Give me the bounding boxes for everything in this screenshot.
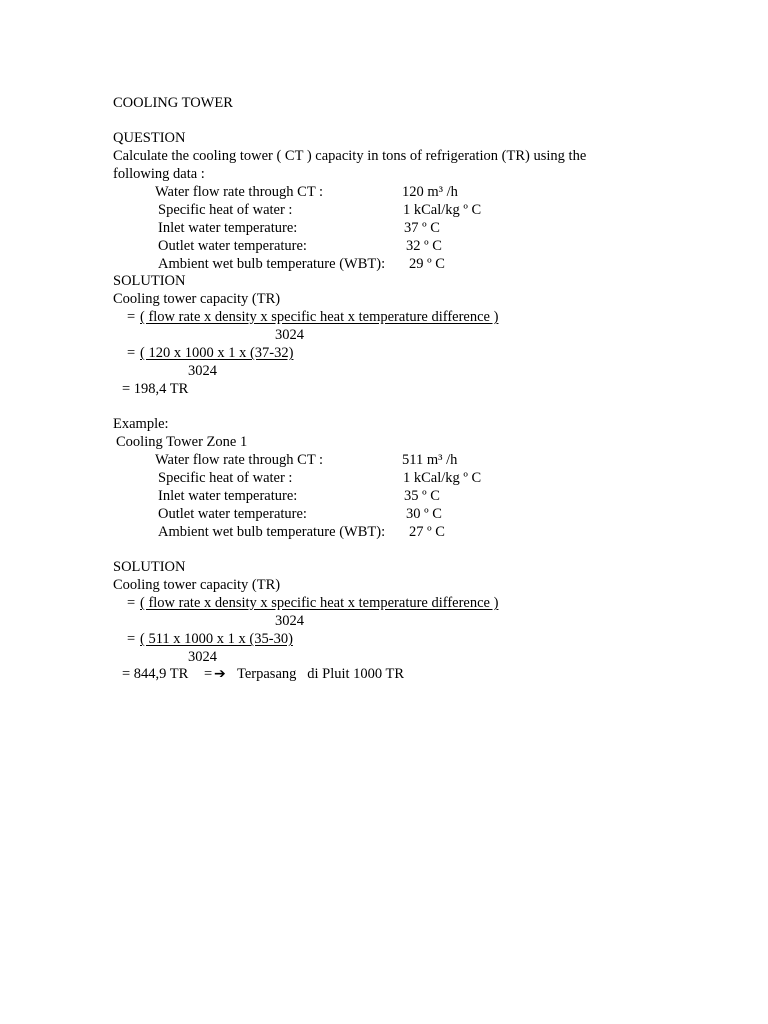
solution-result: = 844,9 TR xyxy=(122,666,189,682)
equals-sign: = xyxy=(127,631,136,647)
installation-note: Terpasang di Pluit 1000 TR xyxy=(237,666,405,682)
capacity-label: Cooling tower capacity (TR) xyxy=(113,577,281,593)
example-zone: Cooling Tower Zone 1 xyxy=(116,434,248,450)
data-value: 27 º C xyxy=(409,524,445,540)
data-value: 511 m³ /h xyxy=(402,452,458,468)
data-label: Specific heat of water : xyxy=(158,202,293,218)
example-heading: Example: xyxy=(113,416,169,432)
substituted-divisor: 3024 xyxy=(188,363,217,379)
data-value: 1 kCal/kg º C xyxy=(403,470,482,486)
equals-sign: = xyxy=(127,345,136,361)
data-value: 30 º C xyxy=(406,506,442,522)
data-label: Water flow rate through CT : xyxy=(155,452,324,468)
substituted-numerator: ( 511 x 1000 x 1 x (35-30) xyxy=(140,631,293,647)
capacity-label: Cooling tower capacity (TR) xyxy=(113,291,281,307)
question-text-line-1: Calculate the cooling tower ( CT ) capacity in tons of refrigeration (TR) using the xyxy=(113,148,587,164)
solution-heading: SOLUTION xyxy=(113,559,186,575)
document-title: COOLING TOWER xyxy=(113,95,233,111)
question-text-line-2: following data : xyxy=(113,166,205,182)
equals-sign: = xyxy=(127,309,136,325)
data-label: Water flow rate through CT : xyxy=(155,184,324,200)
formula-divisor: 3024 xyxy=(275,327,304,343)
formula-numerator: ( flow rate x density x specific heat x temperature difference ) xyxy=(140,309,499,325)
data-label: Ambient wet bulb temperature (WBT): xyxy=(158,256,386,272)
right-arrow-icon: ➔ xyxy=(214,666,226,682)
data-label: Ambient wet bulb temperature (WBT): xyxy=(158,524,386,540)
data-value: 120 m³ /h xyxy=(402,184,458,200)
equals-sign: = xyxy=(127,595,136,611)
data-label: Inlet water temperature: xyxy=(158,488,298,504)
data-value: 29 º C xyxy=(409,256,445,272)
data-label: Specific heat of water : xyxy=(158,470,293,486)
question-heading: QUESTION xyxy=(113,130,186,146)
data-label: Outlet water temperature: xyxy=(158,506,307,522)
data-label: Outlet water temperature: xyxy=(158,238,307,254)
formula-numerator: ( flow rate x density x specific heat x temperature difference ) xyxy=(140,595,499,611)
data-value: 32 º C xyxy=(406,238,442,254)
data-value: 35 º C xyxy=(404,488,440,504)
solution-heading: SOLUTION xyxy=(113,273,186,289)
arrow-equals-sign: = xyxy=(204,666,213,682)
substituted-divisor: 3024 xyxy=(188,649,217,665)
formula-divisor: 3024 xyxy=(275,613,304,629)
solution-result: = 198,4 TR xyxy=(122,381,189,397)
data-label: Inlet water temperature: xyxy=(158,220,298,236)
substituted-numerator: ( 120 x 1000 x 1 x (37-32) xyxy=(140,345,294,361)
data-value: 37 º C xyxy=(404,220,440,236)
data-value: 1 kCal/kg º C xyxy=(403,202,482,218)
